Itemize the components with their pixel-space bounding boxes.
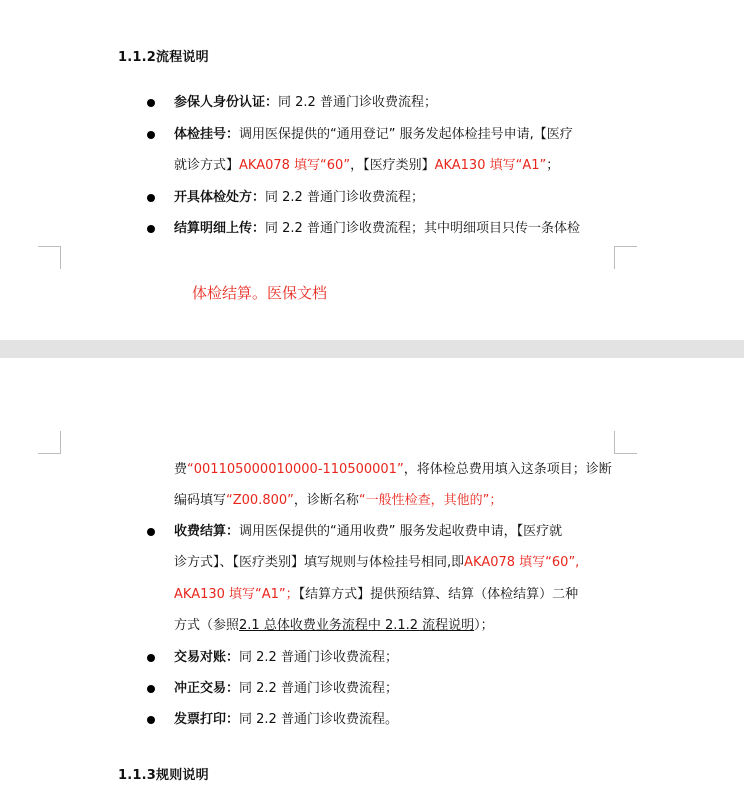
- red-text: “一般性检查，其他的”；: [358, 493, 503, 508]
- item-label: 体检挂号：: [174, 127, 240, 142]
- bullet-icon: [147, 654, 155, 662]
- item-text: 同 2.2 普通门诊收费流程。: [239, 712, 398, 727]
- list-item-continuation: [174, 462, 612, 478]
- bullet-icon: [147, 716, 155, 724]
- list-item: [174, 524, 562, 540]
- document-page-2: [0, 358, 744, 791]
- text-segment: 【结算方式】提供预结算、结算（体检结算）二种: [298, 587, 579, 602]
- section-heading: 1.1.3规则说明: [118, 768, 209, 783]
- margin-corner-mark: [38, 431, 61, 454]
- text-segment: 诊方式】、【医疗类别】填写规则与体检挂号相同,即: [174, 555, 465, 570]
- item-label: 结算明细上传：: [174, 221, 266, 236]
- cross-reference-link[interactable]: 2.1 总体收费业务流程中 2.1.2 流程说明: [239, 618, 475, 633]
- red-text: “001105000010000-110500001”: [187, 462, 404, 477]
- item-label: 收费结算：: [174, 524, 240, 539]
- margin-corner-mark: [38, 246, 61, 269]
- item-text: 同 2.2 普通门诊收费流程；: [278, 95, 437, 110]
- list-item: [174, 127, 573, 143]
- list-item-continuation: [174, 587, 578, 603]
- item-text: 同 2.2 普通门诊收费流程；: [265, 190, 424, 205]
- list-item: [174, 650, 398, 666]
- list-item: [174, 190, 424, 206]
- item-text: 同 2.2 普通门诊收费流程；: [239, 681, 398, 696]
- bullet-icon: [147, 225, 155, 233]
- bullet-icon: [147, 685, 155, 693]
- bullet-icon: [147, 131, 155, 139]
- list-item-continuation: [174, 618, 494, 634]
- section-heading: 1.1.2流程说明: [118, 50, 209, 65]
- list-item: [174, 681, 398, 697]
- list-item-continuation: [174, 493, 502, 509]
- bullet-icon: [147, 528, 155, 536]
- list-item-continuation: [174, 555, 579, 571]
- bullet-icon: [147, 99, 155, 107]
- text-segment: ）；: [474, 618, 494, 633]
- list-item: [174, 712, 398, 728]
- page-gap: [0, 340, 744, 358]
- red-text: AKA078 填写“60”: [239, 158, 351, 173]
- text-segment: ，诊断名称: [293, 493, 359, 508]
- red-text: AKA078 填写“60”,: [464, 555, 580, 570]
- text-segment: 费: [174, 462, 188, 477]
- text-segment: 编码填写: [174, 493, 227, 508]
- red-text: “Z00.800”: [226, 493, 294, 508]
- watermark-text: 体检结算。医保文档: [192, 284, 328, 302]
- margin-corner-mark: [614, 246, 637, 269]
- text-segment: 方式（参照: [174, 618, 240, 633]
- item-text: 调用医保提供的“通用收费” 服务发起收费申请，【医疗就: [239, 524, 563, 539]
- item-label: 参保人身份认证：: [174, 95, 279, 110]
- red-text: AKA130 填写“A1”: [434, 158, 547, 173]
- document-page-1: [0, 0, 744, 340]
- item-label: 交易对账：: [174, 650, 240, 665]
- item-text: 同 2.2 普通门诊收费流程；: [239, 650, 398, 665]
- list-item: [174, 221, 580, 237]
- item-label: 开具体检处方：: [174, 190, 266, 205]
- margin-corner-mark: [614, 431, 637, 454]
- text-segment: 就诊方式】: [174, 158, 240, 173]
- red-text: AKA130 填写“A1”；: [174, 587, 299, 602]
- item-text: 同 2.2 普通门诊收费流程；其中明细项目只传一条体检: [265, 221, 580, 236]
- text-segment: ；: [546, 158, 560, 173]
- item-text: 调用医保提供的“通用登记” 服务发起体检挂号申请,【医疗: [239, 127, 573, 142]
- bullet-icon: [147, 194, 155, 202]
- item-label: 发票打印：: [174, 712, 240, 727]
- text-segment: ，【医疗类别】: [350, 158, 435, 173]
- item-label: 冲正交易：: [174, 681, 240, 696]
- list-item: [174, 95, 437, 111]
- text-segment: ，将体检总费用填入这条项目；诊断: [403, 462, 612, 477]
- list-item-continuation: [174, 158, 559, 174]
